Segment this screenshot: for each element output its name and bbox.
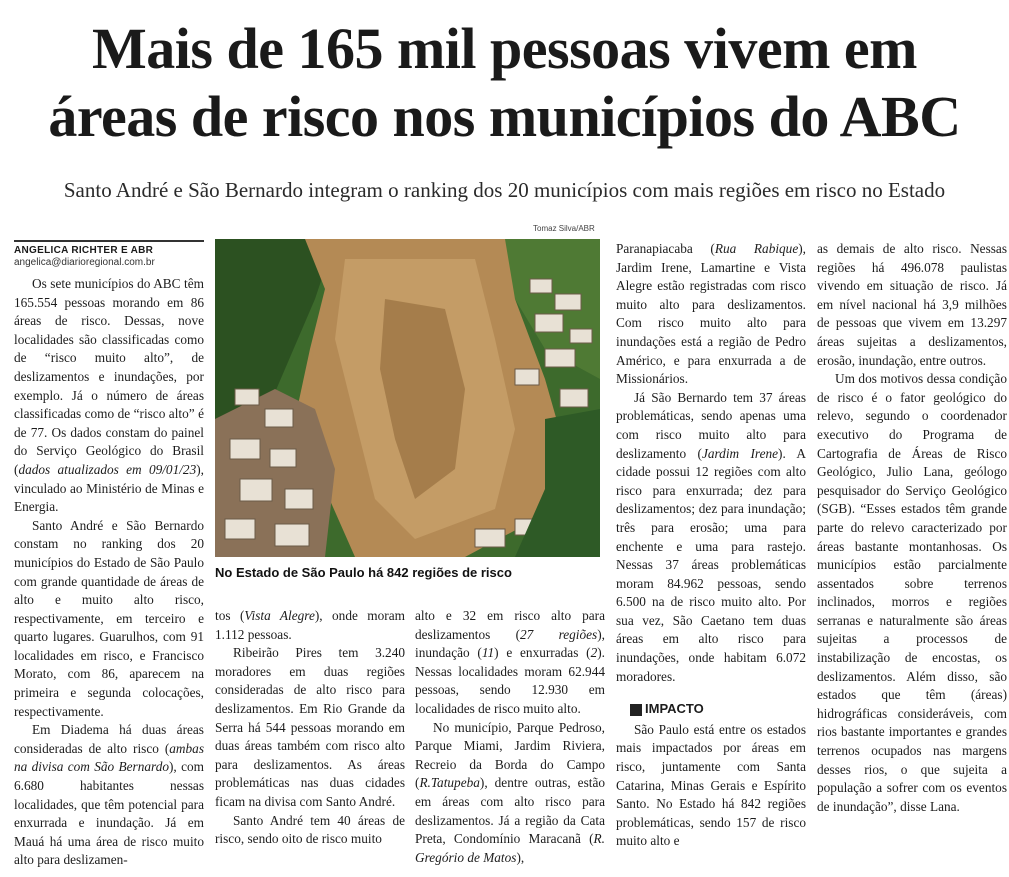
paragraph: Em Diadema há duas áreas consideradas de alto risco (ambas na divisa com São Bernardo), com 6.680 habitantes nessas localidades, que têm potencial para enxurrada e inundação. Já em Mauá há uma área de risco muito alto para deslizamen- <box>14 722 204 868</box>
author-name: ANGELICA RICHTER E ABR <box>14 245 154 256</box>
paragraph: Um dos motivos dessa condição de risco é o fator geológico do relevo, segundo o coordenador executivo do Programa de Cartografia de Áreas de Risco Geológico, Julio Lana, geólogo pesquisador do Serviço Geológico (SGB). “Esses estados têm grande parte do relevo caracterizado por áreas bastante montanhosas. Os municípios estão parcialmente assentados sobre terrenos inclinados, morros e regiões serranas e naturalmente são áreas sujeitas a processos de instabilização de encostas, os deslizamentos. Além disso, são estados que têm (áreas) hidrográficas consideráveis, com rios bastante importantes e grandes terrenos ocupados nas margens desses rios, o que sujeita a população a sofrer com os eventos de inundação”, disse Lana. <box>817 371 1007 814</box>
headline-line-1: Mais de 165 mil pessoas vivem em <box>92 16 917 81</box>
paragraph: Santo André e São Bernardo constam no ranking dos 20 municípios do Estado de São Paulo com grande quantidade de áreas de alto e muito alto risco, respectivamente, em terceiro e quarto lugares. Guarulhos, com 91 localidades em risco, e Francisco Morato, com 86, aparecem na primeira e segunda colocações, respectivamente. <box>14 517 204 719</box>
paragraph: as demais de alto risco. Nessas regiões há 496.078 paulistas vivendo em situação de risco. Já em nível nacional há 3,9 milhões de pessoas que vivem em 13.297 áreas sujeitas a deslizamentos, erosão, inundação, entre outros. <box>817 241 1007 368</box>
photo-credit: Tomaz Silva/ABR <box>533 224 595 233</box>
paragraph: Ribeirão Pires tem 3.240 moradores em duas regiões consideradas de alto risco para deslizamentos. Em Rio Grande da Serra há 544 pessoas morando em duas áreas também com risco alto para deslizamentos. As áreas problemáticas nas duas cidades ficam na divisa com Santo André. <box>215 645 405 809</box>
article-column-4 <box>616 240 806 851</box>
article-column-1 <box>14 275 204 870</box>
section-heading: IMPACTO <box>630 700 806 719</box>
article-column-3 <box>415 607 605 867</box>
article-column-2 <box>215 607 405 849</box>
paragraph: Os sete municípios do ABC têm 165.554 pessoas morando em 86 áreas de risco. Dessas, nove localidades são classificadas como de “risco muito alto”, de deslizamentos e inundações, por exemplo. Já o número de áreas classificadas como de “risco alto” é de 77. Os dados constam do painel do Serviço Geológico do Brasil (dados atualizados em 09/01/23), vinculado ao Ministério de Minas e Energia. <box>14 276 204 515</box>
headline-line-2: áreas de risco nos municípios do ABC <box>48 84 961 149</box>
paragraph: Paranapiacaba (Rua Rabique), Jardim Irene, Lamartine e Vista Alegre estão registradas com risco muito alto para deslizamentos. Com risco muito alto para inundações está a região de Pedro Américo, e para enxurrada a de Missionários. <box>616 241 807 387</box>
paragraph: No município, Parque Pedroso, Parque Miami, Jardim Riviera, Recreio da Borda do Campo (R.Tatupeba), dentre outras, estão em áreas com alto risco para deslizamentos. Já a região da Cata Preta, Condomínio Maracanã (R. Gregório de Matos), <box>415 719 605 865</box>
paragraph: alto e 32 em risco alto para deslizamentos (27 regiões), inundação (11) e enxurradas (2). Nessas localidades moram 62.944 pessoas, sendo 12.930 em localidades de risco muito alto. <box>415 608 605 716</box>
paragraph: Já São Bernardo tem 37 áreas problemáticas, sendo apenas uma com risco muito alto para deslizamento (Jardim Irene). A cidade possui 12 regiões com alto risco para enxurrada; dez para deslizamentos; dez para inundação; três para erosão; uma para enchente e uma para rastejo. Nessas 37 áreas problemáticas moram 84.962 pessoas, sendo 6.500 na de risco muito alto. Por sua vez, São Caetano tem duas áreas em alto risco para inundações, onde habitam 6.072 moradores. <box>616 389 807 684</box>
square-bullet-icon <box>630 704 642 716</box>
author-email[interactable]: angelica@diarioregional.com.br <box>14 257 155 268</box>
subtitle: Santo André e São Bernardo integram o ranking dos 20 municípios com mais regiões em risco no Estado <box>63 178 946 202</box>
byline <box>14 240 204 268</box>
paragraph: Santo André tem 40 áreas de risco, sendo oito de risco muito <box>215 812 405 847</box>
paragraph: tos (Vista Alegre), onde moram 1.112 pessoas. <box>215 608 405 642</box>
paragraph: São Paulo está entre os estados mais impactados por áreas em risco, juntamente com Santa Catarina, Minas Gerais e Espírito Santo. No Estado há 842 regiões problemáticas, sendo 157 de risco muito alto e <box>616 721 806 849</box>
landslide-photo <box>215 239 600 557</box>
photo-caption: No Estado de São Paulo há 842 regiões de risco <box>215 565 512 580</box>
landslide-illustration <box>215 239 600 557</box>
article-column-5 <box>817 240 1007 816</box>
